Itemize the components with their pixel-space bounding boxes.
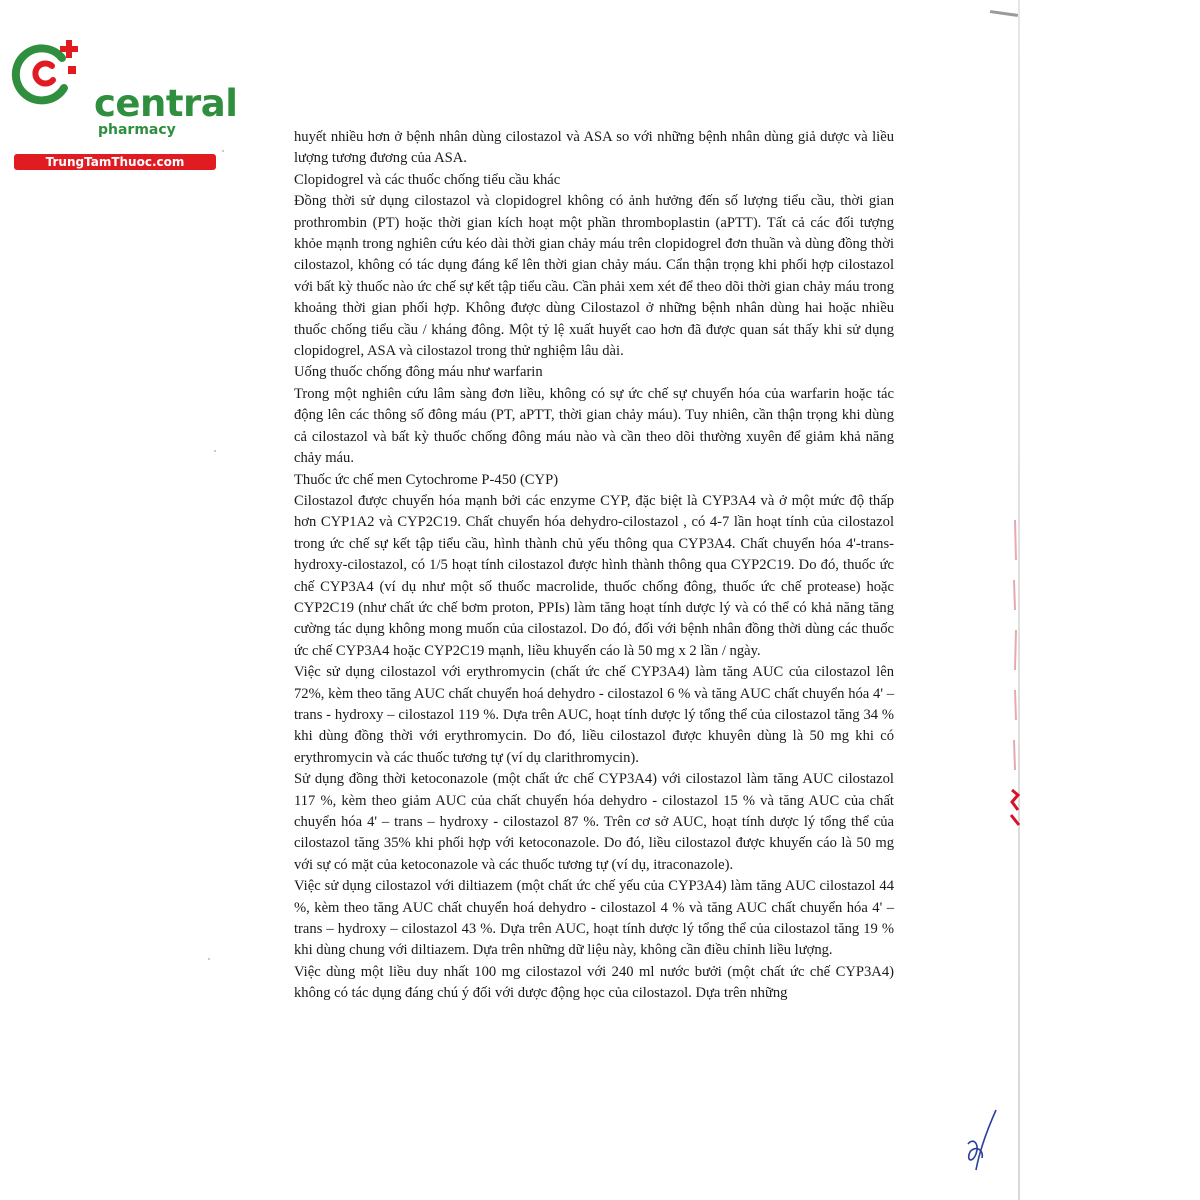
red-stamp-marks [1006,520,1024,830]
pharmacy-cross-logo-icon [8,36,88,108]
paragraph: huyết nhiều hơn ở bệnh nhân dùng cilostazol và ASA so với những bệnh nhân dùng giả dược và liều lượng tương đương của ASA. [294,129,894,167]
section-heading: Thuốc ức chế men Cytochrome P-450 (CYP) [294,471,559,488]
section-heading: Uống thuốc chống đông máu như warfarin [294,364,543,381]
brand-subtitle: pharmacy [98,122,176,138]
paragraph: Trong một nghiên cứu lâm sàng đơn liều, không có sự ức chế sự chuyển hóa của warfarin hoặc tác động lên các thông số đông máu (PT, aPTT, thời gian chảy máu). Tuy nhiên, cần thận trọng khi dùng cả cilostazol và bất kỳ thuốc chống đông máu nào và cần theo dõi thường xuyên để giảm khả năng chảy máu. [294,385,894,467]
handwritten-signature [962,1108,1002,1174]
scan-speck [208,958,210,960]
paragraph: Cilostazol được chuyển hóa mạnh bởi các enzyme CYP, đặc biệt là CYP3A4 và ở một mức độ thấp hơn CYP1A2 và CYP2C19. Chất chuyển hóa dehydro-cilostazol , có 4-7 lần hoạt tính của cilostazol trong ức chế sự kết tập tiểu cầu, hình thành chủ yếu thông qua CYP3A4. Chất chuyển hóa 4'-trans-hydroxy-cilostazol, có 1/5 hoạt tính cilostazol được hình thành thông qua CYP2C19. Do đó, thuốc ức chế CYP3A4 (ví dụ như một số thuốc macrolide, thuốc chống đông, thuốc ức chế protease) hoặc CYP2C19 (như chất ức chế bơm proton, PPIs) làm tăng hoạt tính dược lý và có thể có khả năng tăng cường tác dụng không mong muốn của cilostazol. Do đó, đối với bệnh nhân đồng thời dùng các thuốc ức chế CYP3A4 hoặc CYP2C19 mạnh, liều khuyến cáo là 50 mg x 2 lần / ngày. [294,492,894,659]
paragraph: Việc dùng một liều duy nhất 100 mg cilostazol với 240 ml nước bưởi (một chất ức chế CYP3A4) không có tác dụng đáng chú ý đối với dược động học của cilostazol. Dựa trên những [294,963,894,1002]
paragraph: Việc sử dụng cilostazol với erythromycin (chất ức chế CYP3A4) làm tăng AUC của cilostazol lên 72%, kèm theo tăng AUC chất chuyển hoá dehydro - cilostazol 6 % và tăng AUC chất chuyển hóa 4' – trans - hydroxy – cilostazol 119 %. Dựa trên AUC, hoạt tính dược lý tổng thể của cilostazol tăng 34 % khi dùng đồng thời với erythromycin. Do đó, liều cilostazol được khuyên dùng là 50 mg khi có erythromycin và các thuốc tương tự (ví dụ clarithromycin). [294,664,894,766]
scan-speck [214,450,216,452]
brand-url[interactable]: TrungTamThuoc.com [14,154,216,170]
brand-name: central [94,82,238,125]
paragraph: Sử dụng đồng thời ketoconazole (một chất ức chế CYP3A4) với cilostazol làm tăng AUC cilostazol 117 %, kèm theo giảm AUC của chất chuyển hóa dehydro - cilostazol 15 % và tăng AUC của chất chuyển hóa 4' – trans – hydroxy - cilostazol 87 %. Trên cơ sở AUC, hoạt tính dược lý tổng thể của cilostazol tăng 35% khi phối hợp với ketoconazole. Do đó, liều cilostazol được khuyến cáo là 50 mg với sự có mặt của ketoconazole và các thuốc tương tự (ví dụ, itraconazole). [294,771,894,873]
document-body [294,127,894,1005]
scan-mark [990,10,1018,17]
brand-logo[interactable] [8,36,238,169]
scan-speck [222,150,224,152]
paragraph: Việc sử dụng cilostazol với diltiazem (một chất ức chế yếu của CYP3A4) làm tăng AUC cilostazol 44 %, kèm theo tăng AUC chất chuyển hoá dehydro - cilostazol 4 % và tăng AUC chất chuyển hóa 4' – trans – hydroxy – cilostazol 43 %. Dựa trên AUC, hoạt tính dược lý tổng thể của cilostazol tăng 19 % khi dùng chung với diltiazem. Dựa trên những dữ liệu này, không cần điều chỉnh liều lượng. [294,878,894,959]
paragraph: Đồng thời sử dụng cilostazol và clopidogrel không có ảnh hưởng đến số lượng tiểu cầu, thời gian prothrombin (PT) hoặc thời gian kích hoạt một phần thromboplastin (aPTT). Tất cả các đối tượng khỏe mạnh trong nghiên cứu kéo dài thời gian chảy máu trên clopidogrel đơn thuần và dùng đồng thời cilostazol, không có tác dụng đáng kể lên thời gian chảy máu. Cẩn thận trọng khi phối hợp cilostazol với bất kỳ thuốc nào ức chế sự kết tập tiểu cầu. Cần phải xem xét để theo dõi thời gian chảy máu trong khoảng thời gian phối hợp. Không được dùng Cilostazol ở những bệnh nhân dùng hai hoặc nhiều thuốc chống tiểu cầu / kháng đông. Một tỷ lệ xuất huyết cao hơn đã được quan sát thấy khi sử dụng clopidogrel, ASA và cilostazol trong thử nghiệm lâu dài. [294,193,894,360]
section-heading: Clopidogrel và các thuốc chống tiểu cầu khác [294,171,561,188]
